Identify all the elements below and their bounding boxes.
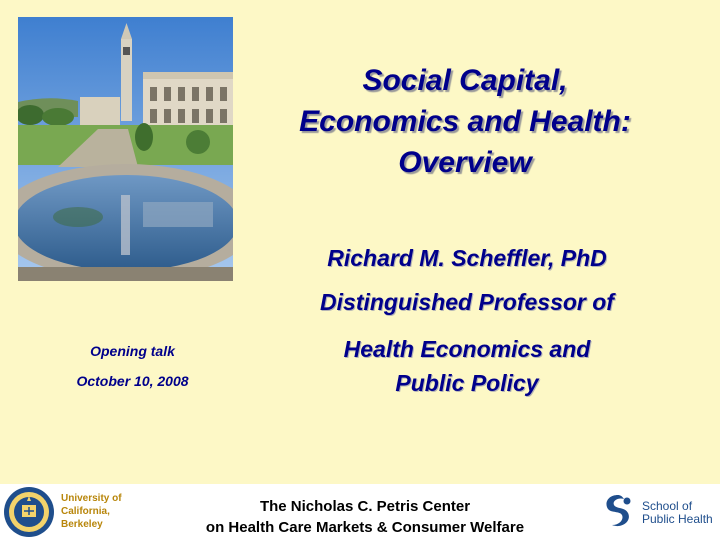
- author-block: [262, 240, 672, 400]
- footer-bar: [0, 484, 720, 540]
- school-line-2: Public Health: [642, 512, 713, 526]
- school-line-1: School of: [642, 499, 693, 513]
- center-line-1: The Nicholas C. Petris Center: [259, 498, 471, 515]
- university-line-1: University of: [61, 493, 122, 504]
- school-of-public-health-icon: [598, 491, 638, 531]
- title-line-2: Economics and Health:: [299, 105, 631, 138]
- uc-seal-icon: [3, 486, 55, 538]
- author-position-line-2: Health Economics and: [343, 336, 591, 362]
- school-name: [642, 500, 713, 526]
- title-line-3: Overview: [398, 146, 532, 179]
- campus-photo: [18, 17, 233, 281]
- talk-label: Opening talk: [90, 343, 175, 359]
- author-name: Richard M. Scheffler, PhD: [327, 245, 607, 271]
- talk-info: [40, 340, 225, 400]
- title-line-1: Social Capital,: [362, 64, 568, 97]
- university-line-2: California,: [61, 506, 110, 517]
- university-line-3: Berkeley: [61, 519, 103, 530]
- university-name: [61, 492, 122, 531]
- author-position-line-1: Distinguished Professor of: [320, 289, 614, 315]
- author-position-line-3: Public Policy: [395, 370, 539, 396]
- talk-date: October 10, 2008: [76, 373, 189, 389]
- slide-title: [250, 60, 680, 183]
- center-line-2: on Health Care Markets & Consumer Welfare: [205, 519, 525, 536]
- center-name: [150, 496, 580, 538]
